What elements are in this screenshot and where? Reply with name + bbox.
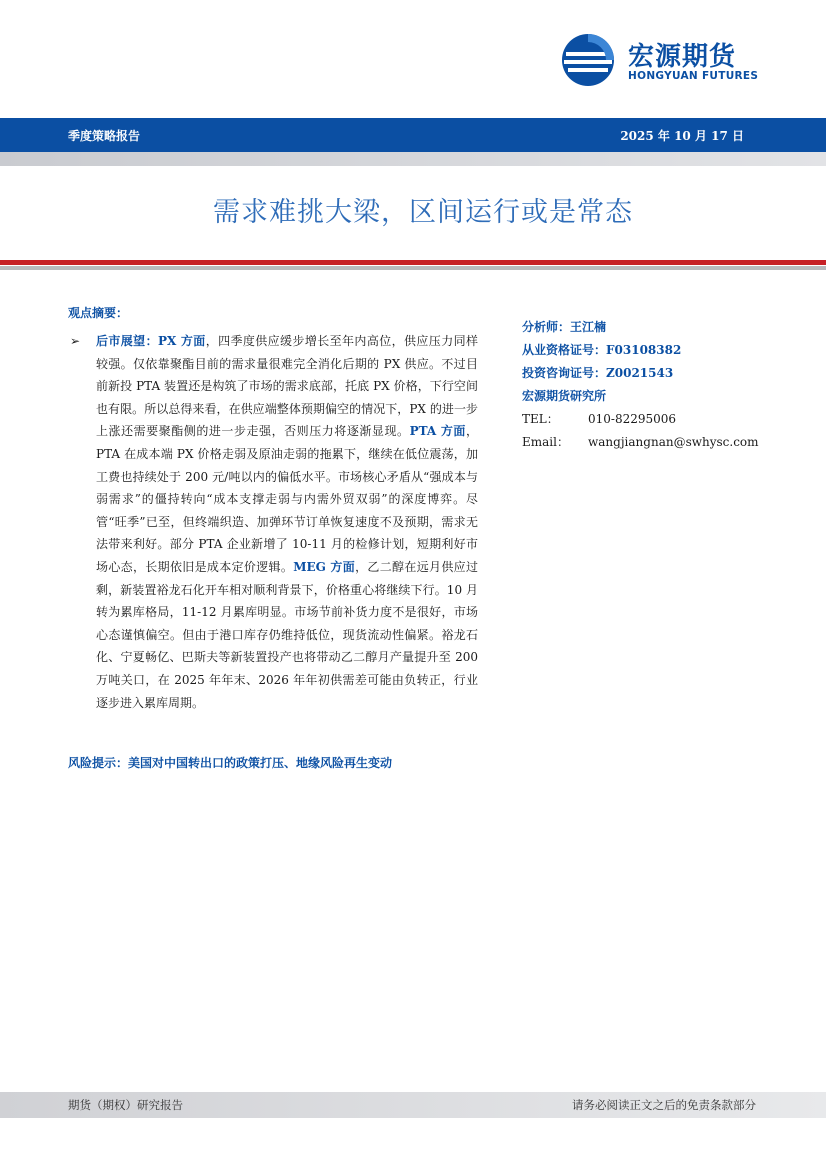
px-text: ，四季度供应缓步增长至年内高位，供应压力同样较强。仅依靠聚酯目前的需求量很难完全消化后期的 PX 供应。不过目前新投 PTA 装置还是构筑了市场的需求底部，托底 PX 价格，下行空间也有限。所以总得来看，在供应端整体预期偏空的情况下，PX 的进一步上涨还需要聚酯侧的进一步走强，否则压力将逐渐显现。 [96, 334, 478, 439]
institute-name: 宏源期货研究所 [522, 389, 607, 403]
email-row [522, 431, 759, 454]
title-rule-red [0, 260, 826, 265]
brand-name-en: HONGYUAN FUTURES [628, 70, 759, 82]
brand-name-cn: 宏源期货 [628, 42, 737, 72]
pta-text: ，PTA 在成本端 PX 价格走弱及原油走弱的拖累下，继续在低位震荡，加工费也持续处于 200 元/吨以内的偏低水平。市场核心矛盾从“强成本与弱需求”的僵持转向“成本支撑走弱与内需外贸双弱”的深度博弈。尽管“旺季”已至，但终端织造、加弹环节订单恢复速度不及预期，需求无法带来利好。部分 PTA 企业新增了 10-11 月的检修计划，短期利好市场心态，长期依旧是成本定价逻辑。 [96, 424, 478, 574]
footer-bar [0, 1092, 826, 1118]
meg-text: ，乙二醇在远月供应过剩，新装置裕龙石化开车相对顺利背景下，价格重心将继续下行。10 月转为累库格局，11-12 月累库明显。市场节前补货力度不是很好，市场心态谨慎偏空。但由于港口库存仍维持低位，现货流动性偏紧。裕龙石化、宁夏畅亿、巴斯夫等新装置投产也将带动乙二醇月产量提升至 200 万吨关口，在 2025 年年末、2026 年年初供需差可能由负转正，行业逐步进入累库周期。 [96, 559, 478, 710]
tel-label: TEL： [522, 412, 559, 426]
pta-label: PTA 方面 [409, 424, 466, 439]
investment-consulting-number: 投资咨询证号：Z0021543 [522, 366, 674, 380]
outlook-label: 后市展望： [96, 334, 158, 348]
title-rule-gray [0, 266, 826, 270]
header-bar [0, 118, 826, 152]
qualification-number: 从业资格证号：F03108382 [522, 343, 682, 357]
analyst-panel [522, 316, 759, 454]
header-shade [0, 152, 826, 166]
page-title: 需求难挑大梁，区间运行或是常态 [213, 197, 633, 228]
report-date: 2025 年 10 月 17 日 [620, 129, 744, 143]
meg-label: MEG 方面 [293, 559, 356, 574]
tel-value: 010-82295006 [588, 412, 677, 426]
report-type: 季度策略报告 [68, 129, 141, 143]
risk-warning: 风险提示：美国对中国转出口的政策打压、地缘风险再生变动 [68, 756, 393, 770]
tel-row [522, 408, 759, 431]
company-logo [560, 32, 765, 88]
footer-disclaimer: 请务必阅读正文之后的免责条款部分 [572, 1098, 756, 1112]
summary-label: 观点摘要： [68, 306, 129, 320]
hongyuan-logo-icon [560, 32, 620, 88]
footer-left: 期货（期权）研究报告 [68, 1098, 183, 1112]
analyst-name: 分析师：王江楠 [522, 320, 607, 334]
email-label: Email： [522, 435, 569, 449]
px-label: PX 方面 [157, 334, 206, 348]
summary-body [96, 330, 478, 714]
arrow-bullet-icon: ➢ [70, 334, 81, 348]
email-link[interactable]: wangjiangnan@swhysc.com [588, 435, 759, 449]
